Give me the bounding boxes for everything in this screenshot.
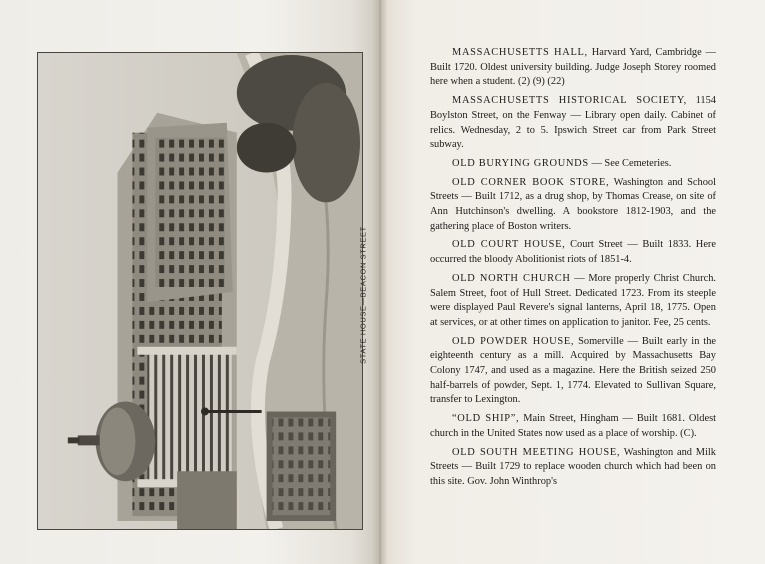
entry-name: OLD CORNER BOOK STORE, [452,176,610,188]
entry-text: — See Cemeteries. [588,157,672,169]
entry-text: Main Street, Hingham — Built 1681. Oldest church in the United States now used as a place of worship. (C). [430,413,717,439]
entry-text: Washington and School Streets — Built 1712, as a drug shop, by Thomas Crease, on site of Ann Hutchinson's dwelling. A bookstore 1812-1903, and the gathering place of Boston writers. [430,176,716,232]
entry-old-ship [430,412,716,441]
entry-old-north-church [430,272,716,331]
entry-massachusetts-historical-society [430,94,716,153]
entry-old-court-house [430,238,716,267]
left-page [0,0,378,564]
entry-name: MASSACHUSETTS HALL, [452,47,588,58]
entry-text: Court Street — Built 1833. Here occurred the bloody Abolitionist riots of 1851-4. [430,239,716,266]
entry-old-south-meeting-house [430,446,716,490]
entry-text: Somerville — Built early in the eighteenth century as a mill. Acquired by Massachusetts Bay Colony 1747, and used as a magazine. Here the British seized 250 half-barrels of powder, Sept. 1, 1774. Elevated to Sullivan Square, transfer to Lexington. [430,335,717,406]
entry-text: 1154 Boylston Street, on the Fenway — Library open daily. Cabinet of relics. Wednesday, 2 to 5. Ipswich Street car from Park Street subway. [430,95,716,151]
plate-caption-text: STATE HOUSE—BEACON STREET [358,226,368,364]
state-house-illustration [38,53,362,529]
entry-name: OLD NORTH CHURCH [452,272,571,284]
entry-name: OLD SOUTH MEETING HOUSE, [452,446,621,458]
entry-text: Harvard Yard, Cambridge — Built 1720. Oldest university building. Judge Joseph Storey roomed here when a student. (2) (9) (22) [430,47,716,88]
entry-name: OLD BURYING GROUNDS [452,157,589,169]
entry-name: “OLD SHIP”, [452,413,520,425]
entry-name: OLD COURT HOUSE, [452,239,566,251]
entry-old-corner-book-store [430,176,716,235]
entry-massachusetts-hall [430,46,716,90]
entry-text: — More properly Christ Church. Salem Street, foot of Hull Street. Dedicated 1723. From its steeple were displayed Paul Revere's signal lanterns, April 18, 1775. Open at services, or at other times on application to janitor. Fee, 25 cents. [430,272,716,328]
entry-name: OLD POWDER HOUSE, [452,335,575,347]
entry-name: MASSACHUSETTS HISTORICAL SOCIETY, [452,95,687,107]
entry-old-powder-house [430,335,716,409]
entry-text: Washington and Milk Streets — Built 1729 to replace wooden church which had been on this site. Gov. John Winthrop's [430,446,716,487]
entry-old-burying-grounds [430,157,716,172]
book-gutter [372,0,388,564]
state-house-photograph [37,52,363,530]
guide-entries [430,46,716,494]
